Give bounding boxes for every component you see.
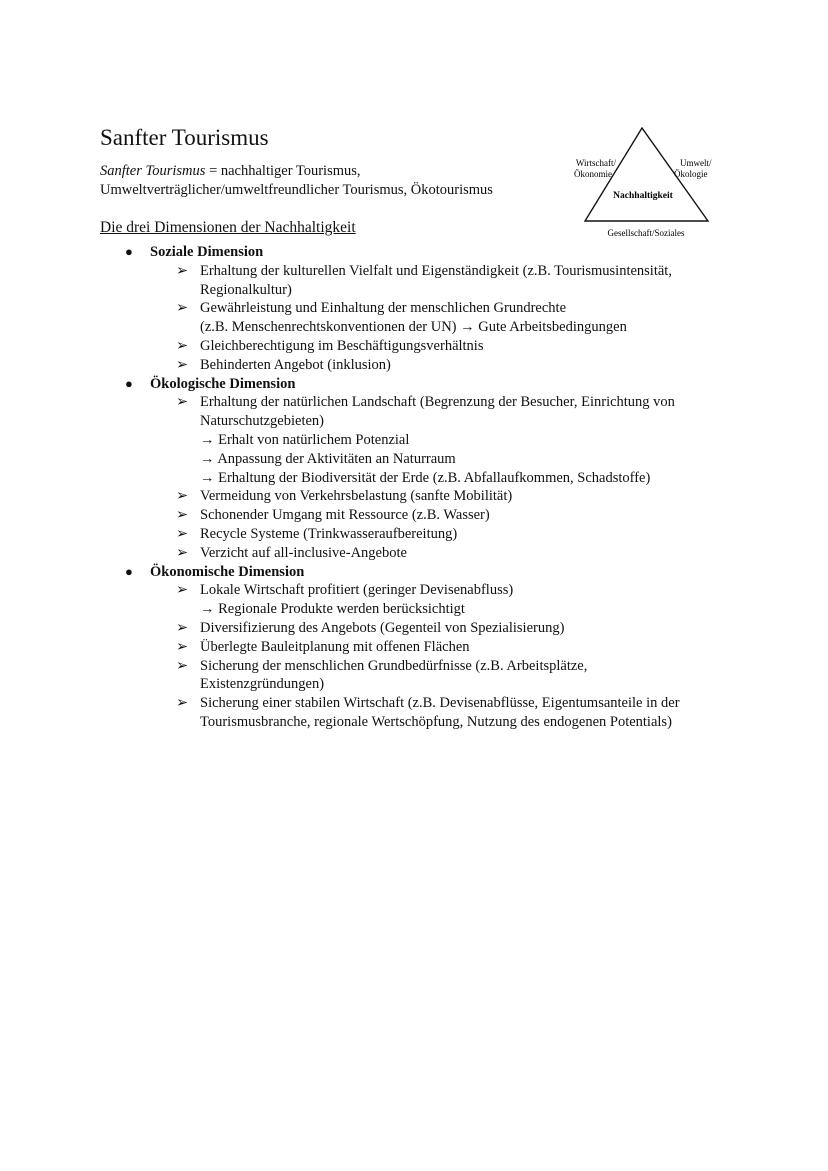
list-item-text: → Regionale Produkte werden berücksichtigt [200, 601, 465, 618]
list-item-text: Regionalkultur) [200, 281, 292, 298]
list-item-text: → Anpassung der Aktivitäten an Naturraum [200, 450, 456, 467]
list-item-text: Recycle Systeme (Trinkwasseraufbereitung) [200, 525, 458, 542]
arrow-bullet-icon: ➢ [176, 337, 189, 354]
list-item-text: Erhaltung der kulturellen Vielfalt und Eigenständigkeit (z.B. Tourismusintensität, [200, 262, 672, 279]
list-item [0, 694, 720, 713]
bullet-icon: ● [125, 244, 133, 259]
arrow-bullet-icon: ➢ [176, 638, 189, 655]
arrow-bullet-icon: ➢ [176, 525, 189, 542]
list-item-text: Verzicht auf all-inclusive-Angebote [200, 544, 407, 561]
label-economy-2: Ökonomie [574, 169, 612, 179]
list-item-text: Erhaltung der natürlichen Landschaft (Begrenzung der Besucher, Einrichtung von [200, 394, 675, 411]
arrow-bullet-icon: ➢ [176, 356, 189, 373]
definition-paragraph [100, 162, 540, 200]
dimension-heading [0, 563, 828, 582]
list-item [0, 506, 720, 525]
list-item [0, 657, 720, 676]
arrow-bullet-icon: ➢ [176, 619, 189, 636]
list-item-continuation [0, 431, 720, 450]
list-item [0, 619, 720, 638]
dimension-title: Soziale Dimension [150, 244, 264, 260]
list-item [0, 581, 720, 600]
list-item-text: Diversifizierung des Angebots (Gegenteil von Spezialisierung) [200, 619, 565, 636]
dimension-title: Ökologische Dimension [150, 375, 296, 392]
label-society: Gesellschaft/Soziales [607, 228, 685, 238]
label-economy-1: Wirtschaft/ [575, 158, 616, 168]
list-item [0, 544, 720, 563]
list-item-continuation [0, 412, 720, 431]
arrow-bullet-icon: ➢ [176, 695, 189, 712]
label-ecology-2: Ökologie [674, 169, 708, 179]
list-item-text: Sicherung einer stabilen Wirtschaft (z.B. Devisenabflüsse, Eigentumsanteile in der [200, 695, 680, 712]
list-item-continuation [0, 675, 720, 694]
list-item-text: Überlegte Bauleitplanung mit offenen Flächen [200, 638, 470, 655]
list-item-text: → Erhaltung der Biodiversität der Erde (z.B. Abfallaufkommen, Schadstoffe) [200, 469, 651, 486]
list-item-text: Naturschutzgebieten) [200, 413, 325, 430]
arrow-bullet-icon: ➢ [176, 544, 189, 561]
list-item [0, 337, 720, 356]
label-ecology-1: Umwelt/ [680, 158, 712, 168]
definition-term: Sanfter Tourismus [100, 163, 206, 179]
dimension-heading [0, 375, 828, 394]
page-title: Sanfter Tourismus [100, 125, 269, 150]
list-item-text: Lokale Wirtschaft profitiert (geringer Devisenabfluss) [200, 582, 514, 599]
arrow-bullet-icon: ➢ [176, 488, 189, 505]
list-item-continuation [0, 600, 720, 619]
list-item-continuation [0, 713, 720, 732]
list-item-text: Sicherung der menschlichen Grundbedürfnisse (z.B. Arbeitsplätze, [200, 657, 588, 674]
sustainability-triangle-diagram [560, 122, 730, 242]
list-item-text: Gleichberechtigung im Beschäftigungsverhältnis [200, 337, 484, 354]
list-item-text: (z.B. Menschenrechtskonventionen der UN) → Gute Arbeitsbedingungen [200, 319, 627, 336]
label-center: Nachhaltigkeit [613, 191, 673, 201]
list-item-text: Tourismusbranche, regionale Wertschöpfung, Nutzung des endogenen Potentials) [200, 713, 672, 730]
list-item [0, 638, 720, 657]
list-item [0, 393, 720, 412]
list-item [0, 356, 720, 375]
list-item-continuation [0, 318, 720, 337]
arrow-bullet-icon: ➢ [176, 657, 189, 674]
arrow-bullet-icon: ➢ [176, 582, 189, 599]
list-item [0, 262, 720, 281]
list-item-continuation [0, 281, 720, 300]
arrow-bullet-icon: ➢ [176, 262, 189, 279]
arrow-bullet-icon: ➢ [176, 300, 189, 317]
arrow-bullet-icon: ➢ [176, 507, 189, 524]
list-item-continuation [0, 450, 720, 469]
dimensions-list [0, 243, 828, 732]
list-item-text: Existenzgründungen) [200, 676, 325, 693]
bullet-icon: ● [125, 563, 133, 579]
section-heading: Die drei Dimensionen der Nachhaltigkeit [100, 219, 356, 236]
list-item-text: Vermeidung von Verkehrsbelastung (sanfte Mobilität) [200, 488, 513, 505]
dimension-title: Ökonomische Dimension [150, 563, 305, 580]
definition-line-2: Umweltverträglicher/umweltfreundlicher Tourismus, Ökotourismus [100, 182, 493, 198]
list-item-continuation [0, 469, 720, 488]
list-item-text: Schonender Umgang mit Ressource (z.B. Wasser) [200, 507, 490, 524]
list-item-text: → Erhalt von natürlichem Potenzial [200, 431, 410, 448]
triangle-svg [560, 122, 730, 242]
list-item-text: Behinderten Angebot (inklusion) [200, 356, 391, 373]
definition-rest: = nachhaltiger Tourismus, [205, 163, 361, 179]
list-item [0, 299, 720, 318]
list-item-text: Gewährleistung und Einhaltung der menschlichen Grundrechte [200, 300, 567, 317]
list-item [0, 525, 720, 544]
list-item [0, 487, 720, 506]
bullet-icon: ● [125, 375, 133, 391]
arrow-bullet-icon: ➢ [176, 394, 189, 411]
dimension-heading [0, 243, 828, 262]
